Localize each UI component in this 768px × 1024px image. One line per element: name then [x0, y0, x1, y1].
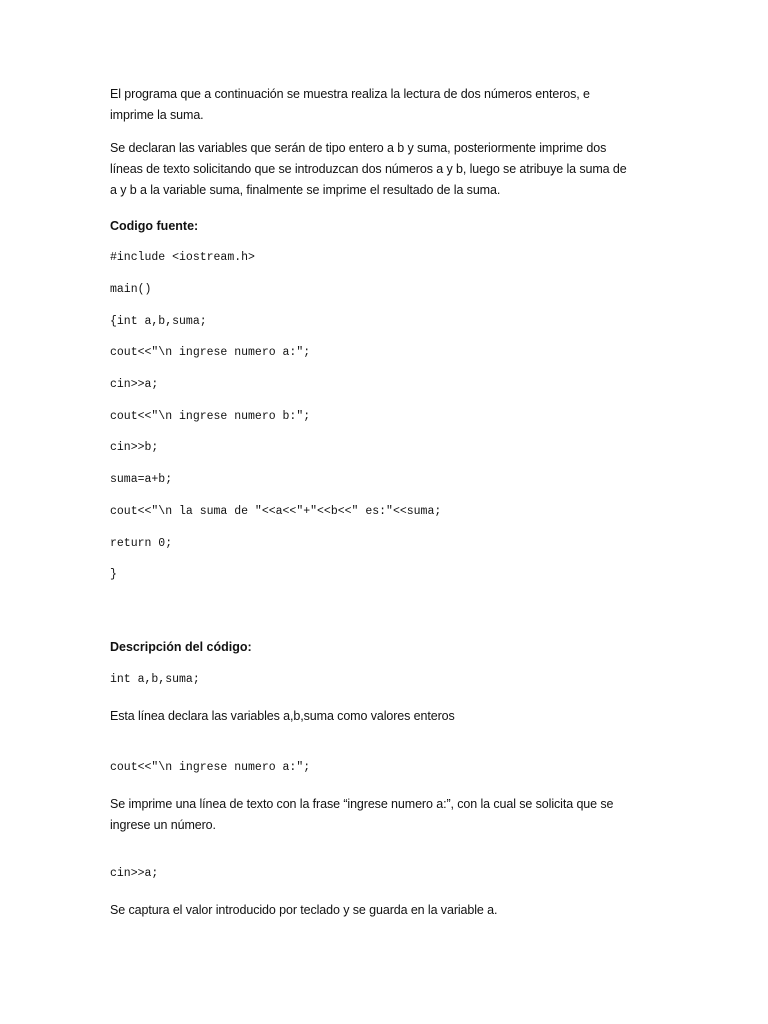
code-line: cin>>a;	[110, 378, 159, 391]
code-line: return 0;	[110, 537, 173, 550]
code-line: cin>>b;	[110, 441, 159, 454]
intro-paragraph-2	[110, 138, 655, 201]
code-line: cout<<"\n la suma de "<<a<<"+"<<b<<" es:"<<suma;	[110, 505, 442, 518]
description-text-2	[110, 794, 655, 836]
intro-p1-line-1: El programa que a continuación se muestra realiza la lectura de dos números enteros, e	[110, 87, 590, 101]
code-line: #include <iostream.h>	[110, 251, 255, 264]
code-line: {int a,b,suma;	[110, 315, 207, 328]
source-heading: Codigo fuente:	[110, 219, 199, 233]
code-line: cout<<"\n ingrese numero a:";	[110, 346, 311, 359]
description-heading: Descripción del código:	[110, 640, 252, 654]
description-text-1: Esta línea declara las variables a,b,suma como valores enteros	[110, 709, 455, 723]
intro-p2-line-2: líneas de texto solicitando que se introduzcan dos números a y b, luego se atribuye la suma de	[110, 162, 627, 176]
intro-p2-line-3: a y b a la variable suma, finalmente se imprime el resultado de la suma.	[110, 183, 501, 197]
code-line: suma=a+b;	[110, 473, 173, 486]
description-code-2: cout<<"\n ingrese numero a:";	[110, 761, 311, 774]
description-text-2-line-1: Se imprime una línea de texto con la frase “ingrese numero a:”, con la cual se solicita que se	[110, 797, 614, 811]
intro-p2-line-1: Se declaran las variables que serán de tipo entero a b y suma, posteriormente imprime dos	[110, 141, 607, 155]
code-line: cout<<"\n ingrese numero b:";	[110, 410, 311, 423]
intro-paragraph-1	[110, 84, 655, 126]
description-text-3: Se captura el valor introducido por teclado y se guarda en la variable a.	[110, 903, 498, 917]
description-code-3: cin>>a;	[110, 867, 159, 880]
code-line: }	[110, 568, 117, 581]
description-code-1: int a,b,suma;	[110, 673, 200, 686]
description-text-2-line-2: ingrese un número.	[110, 818, 216, 832]
code-line: main()	[110, 283, 152, 296]
intro-p1-line-2: imprime la suma.	[110, 108, 204, 122]
